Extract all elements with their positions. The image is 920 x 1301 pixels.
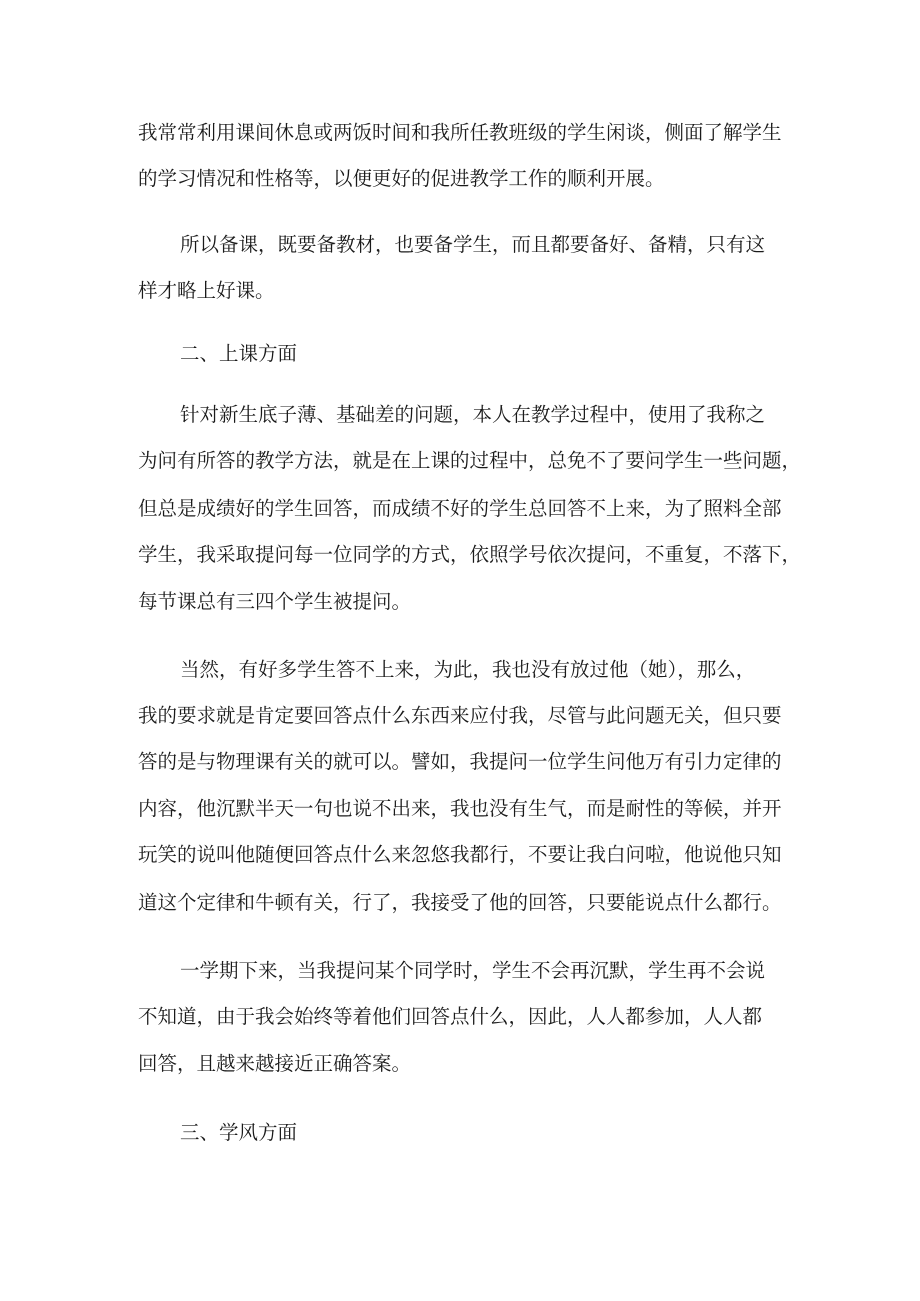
paragraph-line: 玩笑的说叫他随便回答点什么来忽悠我都行，不要让我白问啦，他说他只知 bbox=[138, 843, 782, 866]
paragraph-line: 但总是成绩好的学生回答，而成绩不好的学生总回答不上来，为了照料全部 bbox=[138, 497, 782, 520]
paragraph-line: 当然，有好多学生答不上来，为此，我也没有放过他（她），那么， bbox=[180, 658, 756, 681]
section-heading: 二、上课方面 bbox=[180, 342, 298, 365]
paragraph-line: 样才略上好课。 bbox=[138, 279, 275, 302]
paragraph-line: 一学期下来，当我提问某个同学时，学生不会再沉默，学生再不会说 bbox=[180, 959, 766, 982]
paragraph-line: 我的要求就是肯定要回答点什么东西来应付我，尽管与此问题无关，但只要 bbox=[138, 704, 782, 727]
section-heading: 三、学风方面 bbox=[180, 1121, 298, 1144]
paragraph-line: 所以备课，既要备教材，也要备学生，而且都要备好、备精，只有这 bbox=[180, 233, 766, 256]
paragraph-line: 答的是与物理课有关的就可以。譬如，我提问一位学生问他万有引力定律的 bbox=[138, 750, 782, 773]
paragraph-line: 为问有所答的教学方法，就是在上课的过程中，总免不了要问学生一些问题， bbox=[138, 449, 802, 472]
paragraph-line: 不知道，由于我会始终等着他们回答点什么，因此，人人都参加，人人都 bbox=[138, 1005, 763, 1028]
paragraph-line: 学生，我采取提问每一位同学的方式，依照学号依次提问，不重复，不落下， bbox=[138, 543, 802, 566]
paragraph-line: 回答，且越来越接近正确答案。 bbox=[138, 1052, 412, 1075]
paragraph-line: 每节课总有三四个学生被提问。 bbox=[138, 590, 412, 613]
paragraph-line: 的学习情况和性格等，以便更好的促进教学工作的顺利开展。 bbox=[138, 167, 665, 190]
paragraph-line: 道这个定律和牛顿有关，行了，我接受了他的回答，只要能说点什么都行。 bbox=[138, 891, 782, 914]
paragraph-line: 我常常利用课间休息或两饭时间和我所任教班级的学生闲谈，侧面了解学生 bbox=[138, 121, 782, 144]
paragraph-line: 内容，他沉默半天一句也说不出来，我也没有生气，而是耐性的等候，并开 bbox=[138, 797, 782, 820]
paragraph-line: 针对新生底子薄、基础差的问题，本人在教学过程中，使用了我称之 bbox=[180, 403, 766, 426]
